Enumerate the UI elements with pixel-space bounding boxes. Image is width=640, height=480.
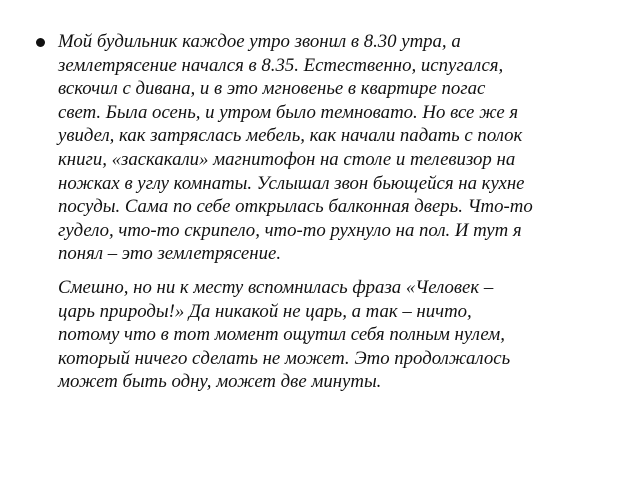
body-text bbox=[58, 30, 610, 394]
paragraph-earthquake-story: Мой будильник каждое утро звонил в 8.30 утра, а землетрясение начался в 8.35. Естественно, испугался, вскочил с дивана, и в это мгновенье в квартире погас свет. Была осень, и утром было темновато. Но все же я увидел, как затряслась мебель, как начали падать с полок книги, «заскакали» магнитофон на столе и телевизор на ножках в углу комнаты. Услышал звон бьющейся на кухне посуды. Сама по себе открылась балконная дверь. Что-то гудело, что-то скрипело, что-то рухнуло на пол. И тут я понял – это землетрясение. bbox=[58, 31, 533, 265]
bullet-dot-icon bbox=[36, 38, 45, 47]
paragraph-reflection: Смешно, но ни к месту вспомнилась фраза «Человек – царь природы!» Да никакой не царь, а так – ничто, потому что в тот момент ощутил себя полным нулем, который ничего сделать не может. Это продолжалось может быть одну, может две минуты. bbox=[58, 276, 511, 393]
bullet-item bbox=[30, 30, 610, 394]
